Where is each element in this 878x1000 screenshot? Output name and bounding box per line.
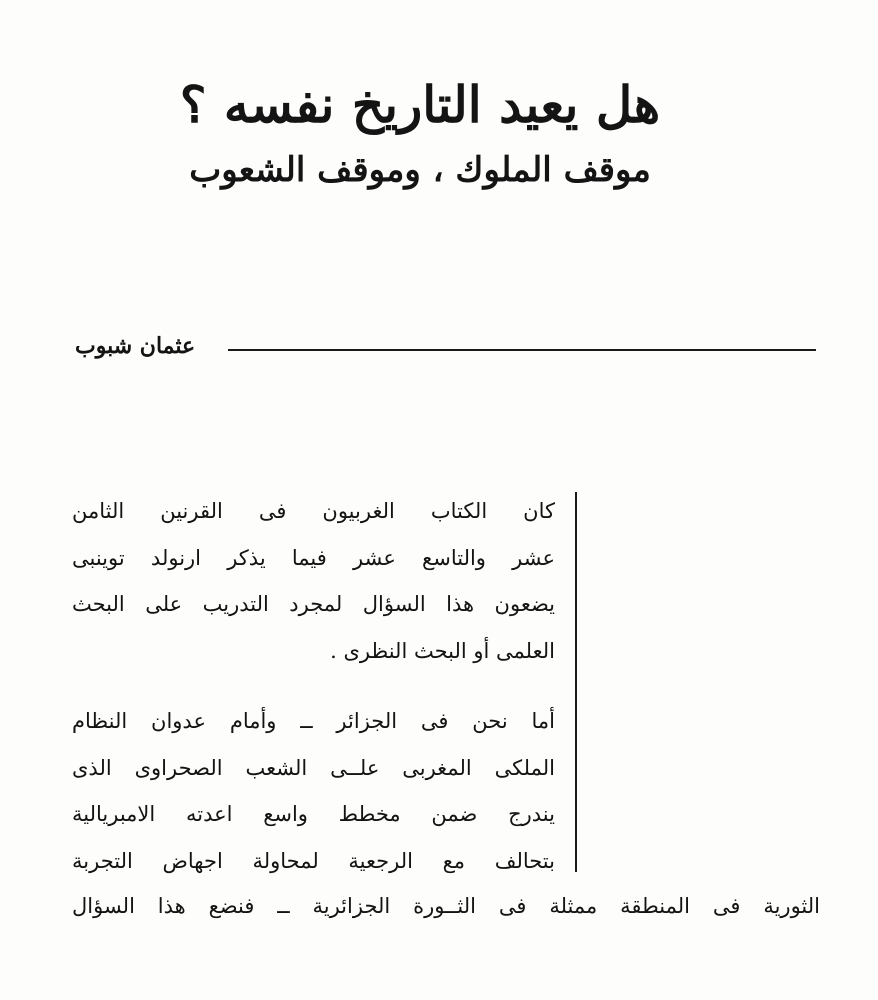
body-line: كان الكتاب الغربيون فى القرنين الثامن	[72, 499, 555, 523]
column-rule	[575, 492, 577, 872]
article-title: هل يعيد التاريخ نفسه ؟	[179, 75, 661, 134]
byline-rule	[228, 349, 816, 351]
article-subtitle: موقف الملوك ، وموقف الشعوب	[189, 150, 651, 190]
paragraph-gap	[72, 674, 555, 698]
author-name: عثمان شبوب	[75, 333, 196, 359]
body-line: بتحالف مع الرجعية لمحاولة اجهاض التجربة	[72, 848, 555, 873]
body-line: العلمى أو البحث النظرى .	[330, 638, 555, 663]
body-line: أما نحن فى الجزائر ــ وأمام عدوان النظام	[72, 709, 555, 733]
article-body	[72, 488, 555, 884]
body-line: عشر والتاسع عشر فيما يذكر ارنولد توينبى	[72, 545, 555, 570]
body-line-full-width: الثورية فى المنطقة ممثلة فى الثــورة الجزائرية ــ فنضع هذا السؤال	[72, 894, 820, 918]
body-line: يضعون هذا السؤال لمجرد التدريب على البحث	[72, 592, 555, 616]
byline	[75, 326, 816, 366]
body-line: يندرج ضمن مخطط واسع اعدته الامبريالية	[72, 802, 555, 826]
body-line: الملكى المغربى علــى الشعب الصحراوى الذى	[72, 755, 555, 780]
